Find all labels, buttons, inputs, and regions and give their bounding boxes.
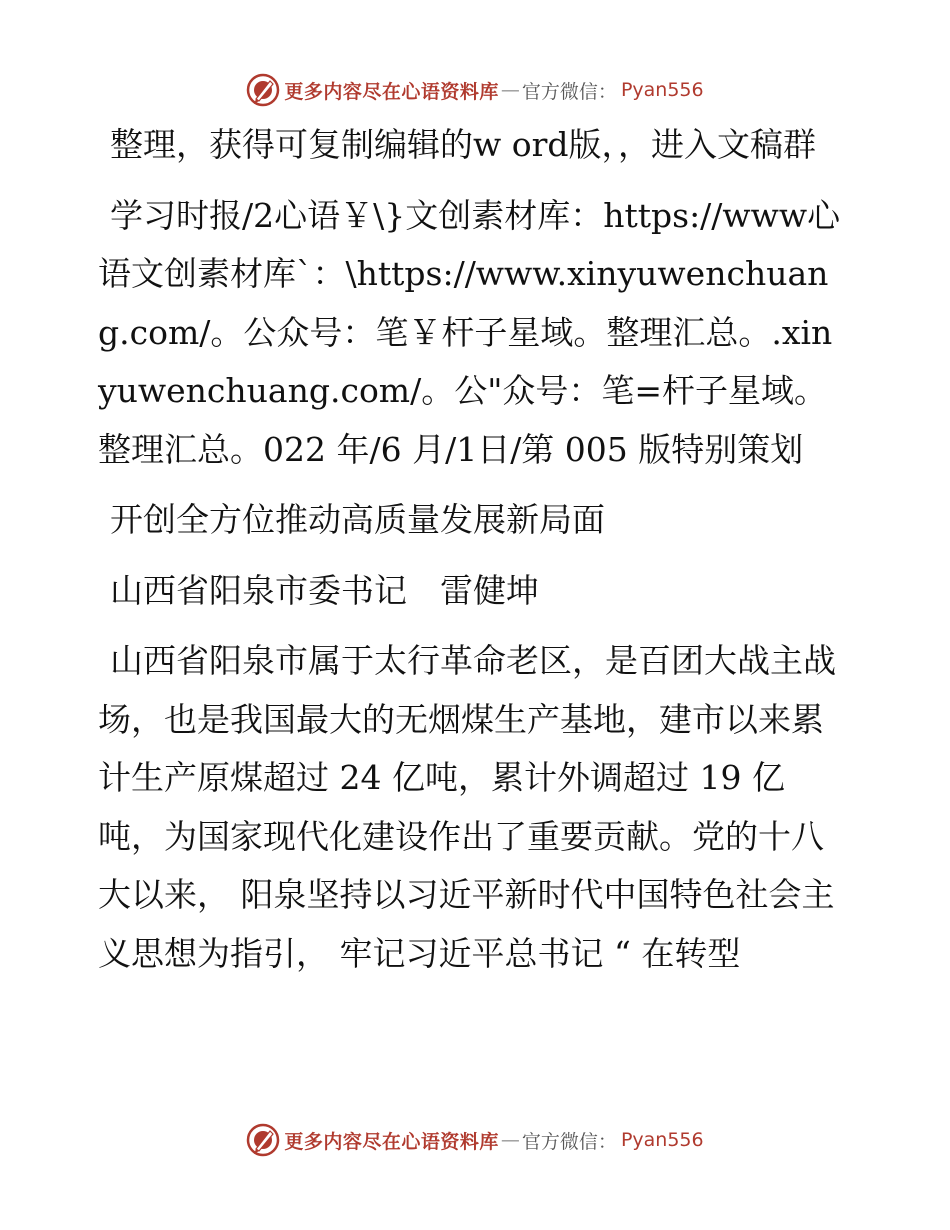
footer-banner: [0, 1120, 950, 1160]
banner-dash: —: [500, 1129, 520, 1151]
paragraph-source: 学习时报/2心语￥\}文创素材库：https://www心语文创素材库`：\https://www.xinyuwenchuang.com/。公众号：笔￥杆子星域。整理汇总。.xinyuwenchuang.com/。公"众号：笔=杆子星域。整理汇总。022 年/6 月/1日/第 005 版特别策划: [98, 195, 841, 469]
banner-dash: —: [500, 79, 520, 101]
pen-logo-icon: [246, 1123, 280, 1157]
article-author: 山西省阳泉市委书记 雷健坤: [110, 570, 539, 610]
banner-main-text: 更多内容尽在心语资料库: [284, 1130, 499, 1153]
banner-wechat-id: Pyan556: [620, 1129, 704, 1151]
banner-sub-text: 官方微信：: [521, 1130, 617, 1153]
article-title: 开创全方位推动高质量发展新局面: [110, 500, 605, 539]
banner-wechat-id: Pyan556: [620, 79, 704, 101]
pen-logo-icon: [246, 73, 280, 107]
header-banner: [0, 70, 950, 110]
paragraph-body: 山西省阳泉市属于太行革命老区，是百团大战主战场，也是我国最大的无烟煤生产基地，建市以来累计生产原煤超过 24 亿吨，累计外调超过 19 亿吨，为国家现代化建设作出了重要贡献。党的十八大以来， 阳泉坚持以习近平新时代中国特色社会主义思想为指引， 牢记习近平总书记 “ 在转型: [98, 641, 836, 973]
banner-sub-text: 官方微信：: [521, 80, 617, 103]
banner-main-text: 更多内容尽在心语资料库: [284, 80, 499, 103]
document-body: [98, 116, 850, 995]
paragraph-intro: 整理，获得可复制编辑的w ord版，，进入文稿群: [110, 125, 817, 164]
